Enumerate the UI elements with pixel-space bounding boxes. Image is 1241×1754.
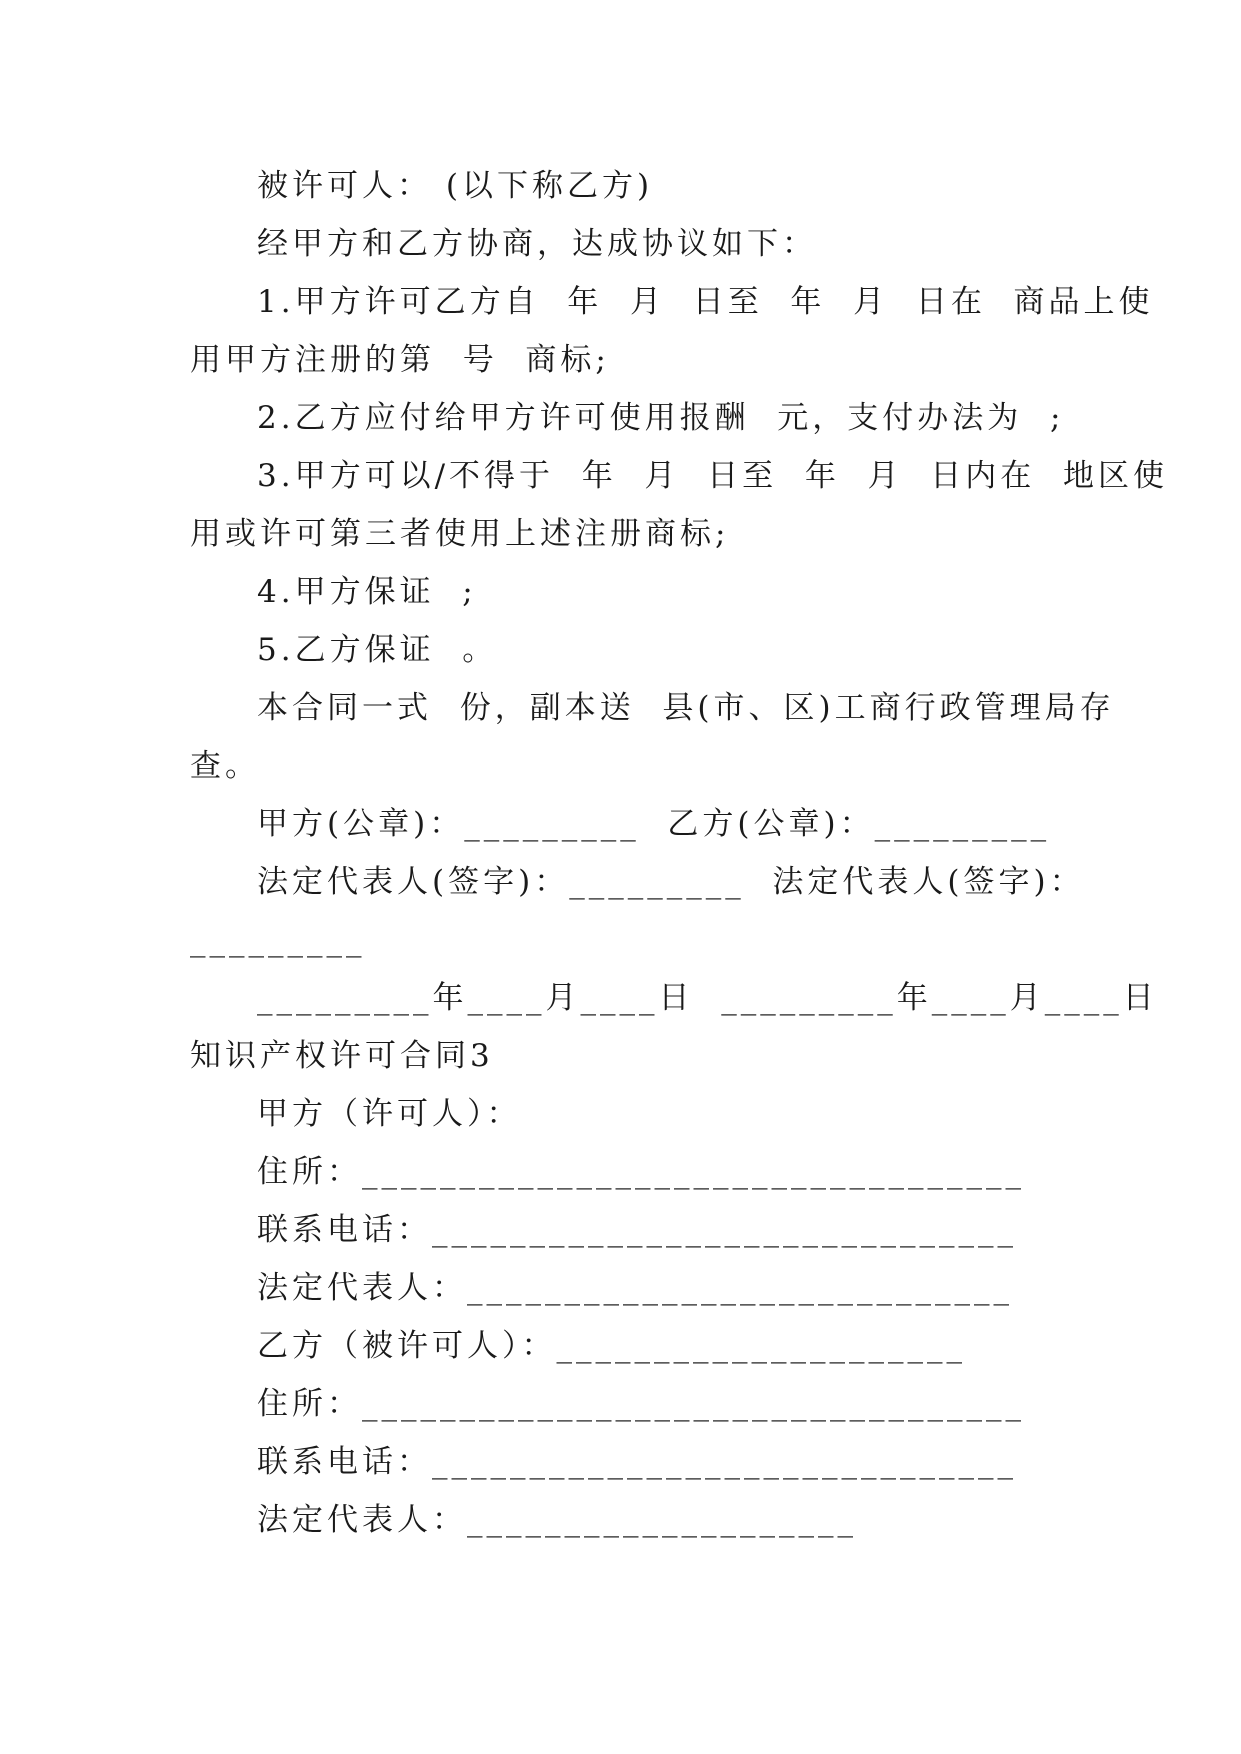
clause-1-line-1: 1.甲方许可乙方自 年 月 日至 年 月 日在 商品上使 [257, 284, 1154, 320]
agreement-intro: 经甲方和乙方协商，达成协议如下： [257, 226, 817, 262]
clause-5: 5.乙方保证 。 [257, 632, 498, 668]
licensee-address: 住所：__________________________________ [257, 1386, 1025, 1422]
licensee-representative: 法定代表人：____________________ [257, 1502, 857, 1538]
clause-4: 4.甲方保证 ; [257, 574, 477, 610]
representative-signature-line: 法定代表人(签字)：_________ 法定代表人(签字)： [257, 864, 1085, 900]
representative-signature-blank: _________ [190, 922, 366, 958]
copies-line-2: 查。 [190, 748, 260, 784]
licensor-representative: 法定代表人：____________________________ [257, 1270, 1013, 1306]
licensor-phone: 联系电话：______________________________ [257, 1212, 1017, 1248]
copies-line-1: 本合同一式 份，副本送 县(市、区)工商行政管理局存 [257, 690, 1115, 726]
date-line: _________年____月____日 _________年____月____日 [257, 980, 1158, 1016]
licensee-line: 被许可人： (以下称乙方) [257, 168, 654, 204]
clause-1-line-2: 用甲方注册的第 号 商标; [190, 342, 610, 378]
clause-2: 2.乙方应付给甲方许可使用报酬 元，支付办法为 ; [257, 400, 1065, 436]
licensee-heading: 乙方（被许可人）：_____________________ [257, 1328, 966, 1364]
licensor-heading: 甲方（许可人）： [257, 1096, 522, 1132]
licensee-phone: 联系电话：______________________________ [257, 1444, 1017, 1480]
clause-3-line-1: 3.甲方可以/不得于 年 月 日至 年 月 日内在 地区使 [257, 458, 1168, 494]
seal-line: 甲方(公章)：_________ 乙方(公章)：_________ [257, 806, 1051, 842]
licensor-address: 住所：__________________________________ [257, 1154, 1025, 1190]
section-title: 知识产权许可合同3 [190, 1038, 494, 1074]
clause-3-line-2: 用或许可第三者使用上述注册商标; [190, 516, 730, 552]
